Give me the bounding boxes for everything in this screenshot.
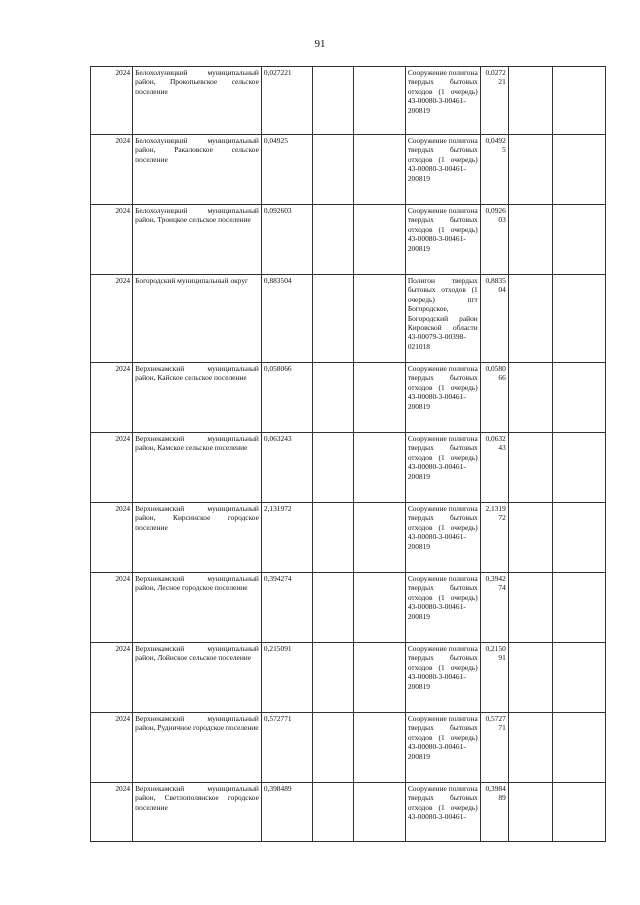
value-cell: 0,883504: [261, 275, 313, 363]
empty-cell: [553, 433, 606, 503]
year-cell: 2024: [91, 67, 133, 135]
empty-cell: [313, 67, 354, 135]
table-row: [91, 433, 606, 503]
empty-cell: [313, 573, 354, 643]
empty-cell: [354, 135, 406, 205]
municipality-cell: Белохолуницкий муниципальный район, Ракаловское сельское поселение: [133, 135, 262, 205]
year-cell: 2024: [91, 135, 133, 205]
empty-cell: [508, 643, 552, 713]
value-cell: 0,394274: [261, 573, 313, 643]
empty-cell: [354, 573, 406, 643]
empty-cell: [313, 135, 354, 205]
object-value-cell: 0,394274: [480, 573, 508, 643]
municipality-cell: Верхнекамский муниципальный район, Камское сельское поселение: [133, 433, 262, 503]
object-cell: Сооружение полигона твердых бытовых отходов (1 очередь) 43-00080-3-00461-200819: [405, 643, 480, 713]
municipality-cell: Верхнекамский муниципальный район, Кирсинское городское поселение: [133, 503, 262, 573]
object-value-cell: 0,04925: [480, 135, 508, 205]
empty-cell: [354, 713, 406, 783]
object-cell: Сооружение полигона твердых бытовых отходов (1 очередь) 43-00080-3-00461-200819: [405, 205, 480, 275]
table-row: [91, 135, 606, 205]
value-cell: 0,092603: [261, 205, 313, 275]
municipality-cell: Верхнекамский муниципальный район, Кайское сельское поселение: [133, 363, 262, 433]
table-row: [91, 363, 606, 433]
empty-cell: [313, 363, 354, 433]
object-cell: Сооружение полигона твердых бытовых отходов (1 очередь) 43-00080-3-00461-200819: [405, 713, 480, 783]
empty-cell: [508, 363, 552, 433]
empty-cell: [313, 783, 354, 842]
empty-cell: [508, 67, 552, 135]
page-number: 91: [314, 38, 326, 50]
value-cell: 2,131972: [261, 503, 313, 573]
value-cell: 0,572771: [261, 713, 313, 783]
empty-cell: [354, 205, 406, 275]
object-cell: Сооружение полигона твердых бытовых отходов (1 очередь) 43-00080-3-00461-: [405, 783, 480, 842]
object-cell: Сооружение полигона твердых бытовых отходов (1 очередь) 43-00080-3-00461-200819: [405, 433, 480, 503]
table-row: [91, 205, 606, 275]
empty-cell: [553, 643, 606, 713]
empty-cell: [313, 503, 354, 573]
year-cell: 2024: [91, 433, 133, 503]
year-cell: 2024: [91, 363, 133, 433]
year-cell: 2024: [91, 573, 133, 643]
empty-cell: [354, 67, 406, 135]
empty-cell: [354, 643, 406, 713]
object-value-cell: 0,092603: [480, 205, 508, 275]
object-value-cell: 0,027221: [480, 67, 508, 135]
empty-cell: [553, 503, 606, 573]
object-cell: Сооружение полигона твердых бытовых отходов (1 очередь) 43-00080-3-00461-200819: [405, 573, 480, 643]
empty-cell: [313, 713, 354, 783]
empty-cell: [508, 433, 552, 503]
empty-cell: [313, 205, 354, 275]
table-row: [91, 573, 606, 643]
table-row: [91, 643, 606, 713]
year-cell: 2024: [91, 713, 133, 783]
object-value-cell: 0,215091: [480, 643, 508, 713]
object-value-cell: 2,131972: [480, 503, 508, 573]
municipality-cell: Богородский муниципальный округ: [133, 275, 262, 363]
value-cell: 0,027221: [261, 67, 313, 135]
empty-cell: [508, 135, 552, 205]
table-row: [91, 275, 606, 363]
empty-cell: [354, 503, 406, 573]
object-cell: Сооружение полигона твердых бытовых отходов (1 очередь) 43-00080-3-00461-200819: [405, 135, 480, 205]
year-cell: 2024: [91, 205, 133, 275]
empty-cell: [313, 275, 354, 363]
value-cell: 0,063243: [261, 433, 313, 503]
empty-cell: [508, 783, 552, 842]
value-cell: 0,215091: [261, 643, 313, 713]
empty-cell: [553, 713, 606, 783]
table-row: [91, 67, 606, 135]
municipality-cell: Верхнекамский муниципальный район, Лесное городское поселение: [133, 573, 262, 643]
table-row: [91, 783, 606, 842]
year-cell: 2024: [91, 275, 133, 363]
empty-cell: [354, 433, 406, 503]
object-cell: Сооружение полигона твердых бытовых отходов (1 очередь) 43-00080-3-00461-200819: [405, 363, 480, 433]
year-cell: 2024: [91, 643, 133, 713]
register-table: [90, 66, 606, 842]
empty-cell: [553, 573, 606, 643]
empty-cell: [553, 205, 606, 275]
empty-cell: [508, 713, 552, 783]
empty-cell: [354, 783, 406, 842]
municipality-cell: Белохолуницкий муниципальный район, Прокопьевское сельское поселение: [133, 67, 262, 135]
value-cell: 0,04925: [261, 135, 313, 205]
municipality-cell: Белохолуницкий муниципальный район, Троицкое сельское поселение: [133, 205, 262, 275]
object-value-cell: 0,572771: [480, 713, 508, 783]
object-value-cell: 0,398489: [480, 783, 508, 842]
empty-cell: [553, 135, 606, 205]
table-row: [91, 713, 606, 783]
empty-cell: [313, 643, 354, 713]
empty-cell: [553, 783, 606, 842]
object-value-cell: 0,883504: [480, 275, 508, 363]
value-cell: 0,398489: [261, 783, 313, 842]
empty-cell: [508, 573, 552, 643]
empty-cell: [553, 275, 606, 363]
empty-cell: [313, 433, 354, 503]
municipality-cell: Верхнекамский муниципальный район, Лойнское сельское поселение: [133, 643, 262, 713]
object-value-cell: 0,063243: [480, 433, 508, 503]
empty-cell: [354, 275, 406, 363]
municipality-cell: Верхнекамский муниципальный район, Рудничное городское поселение: [133, 713, 262, 783]
empty-cell: [354, 363, 406, 433]
empty-cell: [508, 275, 552, 363]
object-cell: Полигон твердых бытовых отходов (1 очередь) пгт Богородское, Богородский район Кировской области 43-00079-3-00398-021018: [405, 275, 480, 363]
empty-cell: [553, 363, 606, 433]
object-cell: Сооружение полигона твердых бытовых отходов (1 очередь) 43-00080-3-00461-200819: [405, 503, 480, 573]
empty-cell: [508, 503, 552, 573]
year-cell: 2024: [91, 783, 133, 842]
table-body: [91, 67, 606, 842]
municipality-cell: Верхнекамский муниципальный район, Светлополянское городское поселение: [133, 783, 262, 842]
empty-cell: [508, 205, 552, 275]
object-value-cell: 0,058066: [480, 363, 508, 433]
table-row: [91, 503, 606, 573]
year-cell: 2024: [91, 503, 133, 573]
value-cell: 0,058066: [261, 363, 313, 433]
object-cell: Сооружение полигона твердых бытовых отходов (1 очередь) 43-00080-3-00461-200819: [405, 67, 480, 135]
empty-cell: [553, 67, 606, 135]
